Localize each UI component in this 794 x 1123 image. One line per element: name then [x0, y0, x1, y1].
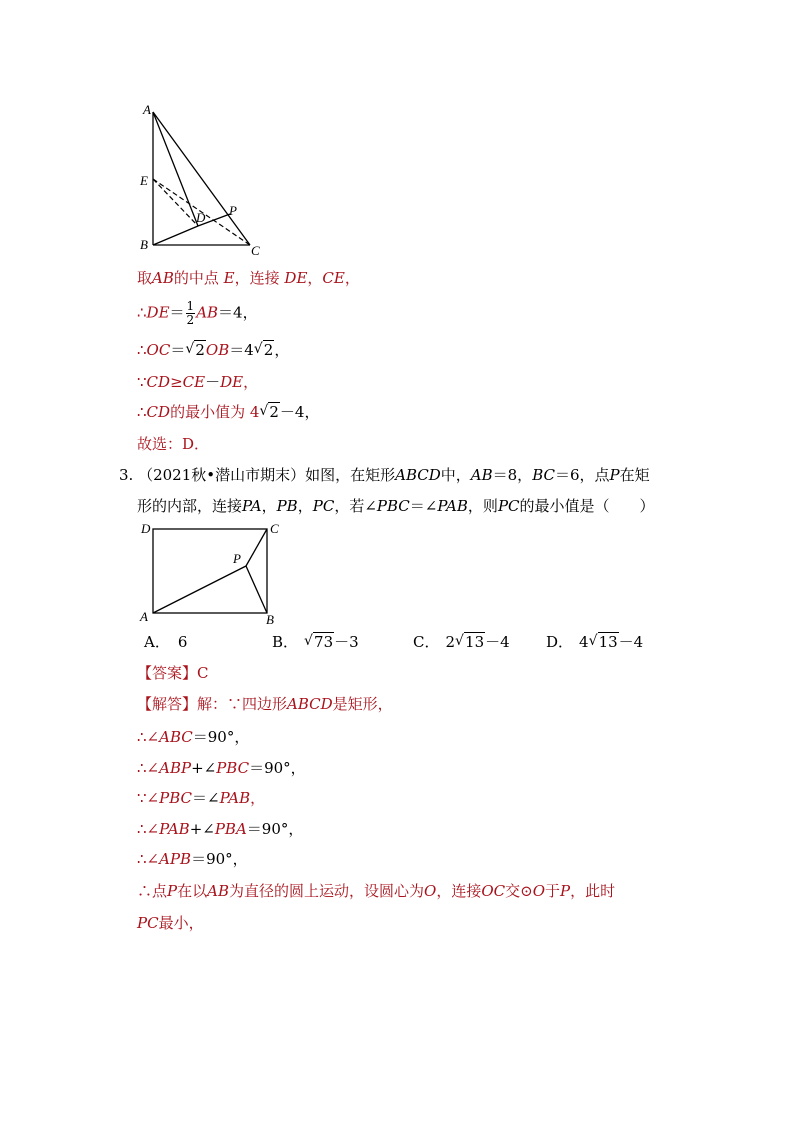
label-p: P — [229, 203, 237, 218]
rect-label-b: B — [266, 612, 274, 627]
solution-line-1: ∴∠ABC＝90°， — [137, 728, 250, 746]
question-3-line-2: 形的内部，连接PA，PB，PC，若∠PBC＝∠PAB，则PC的最小值是（ ） — [137, 497, 655, 515]
solution-line-4: ∴∠PAB+∠PBA＝90°， — [137, 820, 304, 838]
label-a: A — [143, 102, 151, 117]
option-c: C． 2 √ 13－4 — [413, 633, 510, 651]
rect-label-a: A — [140, 609, 148, 624]
prev-line-6: 故选：D． — [137, 435, 210, 453]
solution-tag: 【解答】 — [137, 695, 198, 713]
rect-label-d: D — [141, 521, 151, 536]
solution-line-6: ∴点P在以AB为直径的圆上运动，设圆心为O，连接OC交⊙O于P，此时 — [137, 882, 616, 900]
option-b: B． √ 73－3 — [272, 633, 359, 651]
solution-line-5: ∴∠APB＝90°， — [137, 850, 248, 868]
prev-line-5: ∴CD的最小值为 4 √ 2－4， — [137, 403, 320, 421]
answer-value: C — [197, 664, 209, 682]
question-3-line-1: 3. （2021秋•潜山市期末）如图，在矩形ABCD中，AB＝8，BC＝6，点P在矩 — [119, 466, 650, 484]
prev-line-1: 取AB的中点 E，连接 DE，CE， — [137, 269, 360, 287]
rect-label-c: C — [270, 521, 279, 536]
figure-1-triangle — [130, 98, 280, 260]
option-d: D． 4 √ 13－4 — [546, 633, 644, 651]
solution-line-2: ∴∠ABP+∠PBC＝90°， — [137, 759, 306, 777]
option-a: A． 6 — [144, 633, 188, 651]
solution-line-0: 【解答】解：∵四边形ABCD是矩形， — [137, 695, 393, 713]
prev-line-4: ∵CD≥CE－DE， — [137, 373, 259, 391]
question-number: 3. — [119, 466, 134, 484]
solution-line-7: PC最小， — [137, 914, 204, 932]
solution-line-3: ∵∠PBC＝∠PAB， — [137, 789, 266, 807]
label-c: C — [251, 243, 260, 258]
prev-line-3: ∴OC＝ √ 2OB＝4 √ 2， — [137, 341, 290, 359]
figure-2-rectangle — [135, 518, 285, 628]
prev-line-2: ∴DE＝ $\frac{1}{2}$ AB＝4， — [137, 299, 258, 327]
label-b: B — [140, 237, 148, 252]
answer-line — [137, 666, 209, 681]
answer-tag: 【答案】 — [137, 664, 198, 682]
label-d: D — [196, 210, 206, 225]
label-e: E — [140, 173, 148, 188]
rect-label-p: P — [233, 551, 241, 566]
